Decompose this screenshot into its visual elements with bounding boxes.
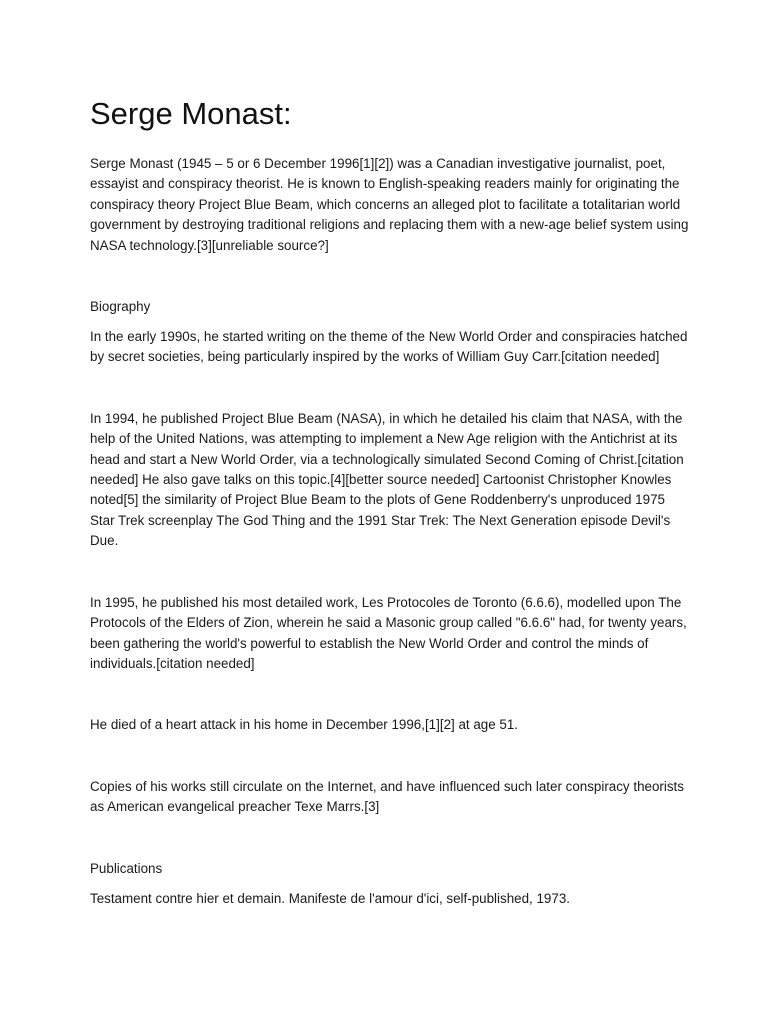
biography-paragraph-5: Copies of his works still circulate on the Internet, and have influenced such later conspiracy theorists as American evangelical preacher Texe Marrs.[3] [90, 778, 684, 815]
biography-paragraph-2: In 1994, he published Project Blue Beam (NASA), in which he detailed his claim that NASA, with the help of the United Nations, was attempting to implement a New Age religion with the Antichrist at its head and start a New World Order, via a technologically simulated Second Coming of Christ.[citation needed] He also gave talks on this topic.[4][better source needed] Cartoonist Christopher Knowles noted[5] the similarity of Project Blue Beam to the plots of Gene Roddenberry's unproduced 1975 Star Trek screenplay The God Thing and the 1991 Star Trek: The Next Generation episode Devil's Due. [90, 410, 684, 549]
page-title: Serge Monast: [90, 96, 292, 131]
biography-paragraph-3: In 1995, he published his most detailed work, Les Protocoles de Toronto (6.6.6), modelled upon The Protocols of the Elders of Zion, wherein he said a Masonic group called "6.6.6" had, for twenty years, been gathering the world's powerful to establish the New World Order and control the minds of individuals.[citation needed] [90, 594, 687, 671]
document-page [90, 94, 690, 909]
intro-paragraph: Serge Monast (1945 – 5 or 6 December 1996[1][2]) was a Canadian investigative journalist, poet, essayist and conspiracy theorist. He is known to English-speaking readers mainly for originating the conspiracy theory Project Blue Beam, which concerns an alleged plot to facilitate a totalitarian world government by destroying traditional religions and replacing them with a new-age belief system using NASA technology.[3][unreliable source?] [90, 156, 689, 253]
biography-heading: Biography [90, 299, 151, 315]
publications-heading: Publications [90, 860, 163, 876]
biography-paragraph-4: He died of a heart attack in his home in December 1996,[1][2] at age 51. [90, 717, 519, 733]
publication-item: Testament contre hier et demain. Manifeste de l'amour d'ici, self-published, 1973. [90, 890, 570, 906]
biography-paragraph-1: In the early 1990s, he started writing on the theme of the New World Order and conspiracies hatched by secret societies, being particularly inspired by the works of William Guy Carr.[citation needed] [90, 329, 688, 365]
